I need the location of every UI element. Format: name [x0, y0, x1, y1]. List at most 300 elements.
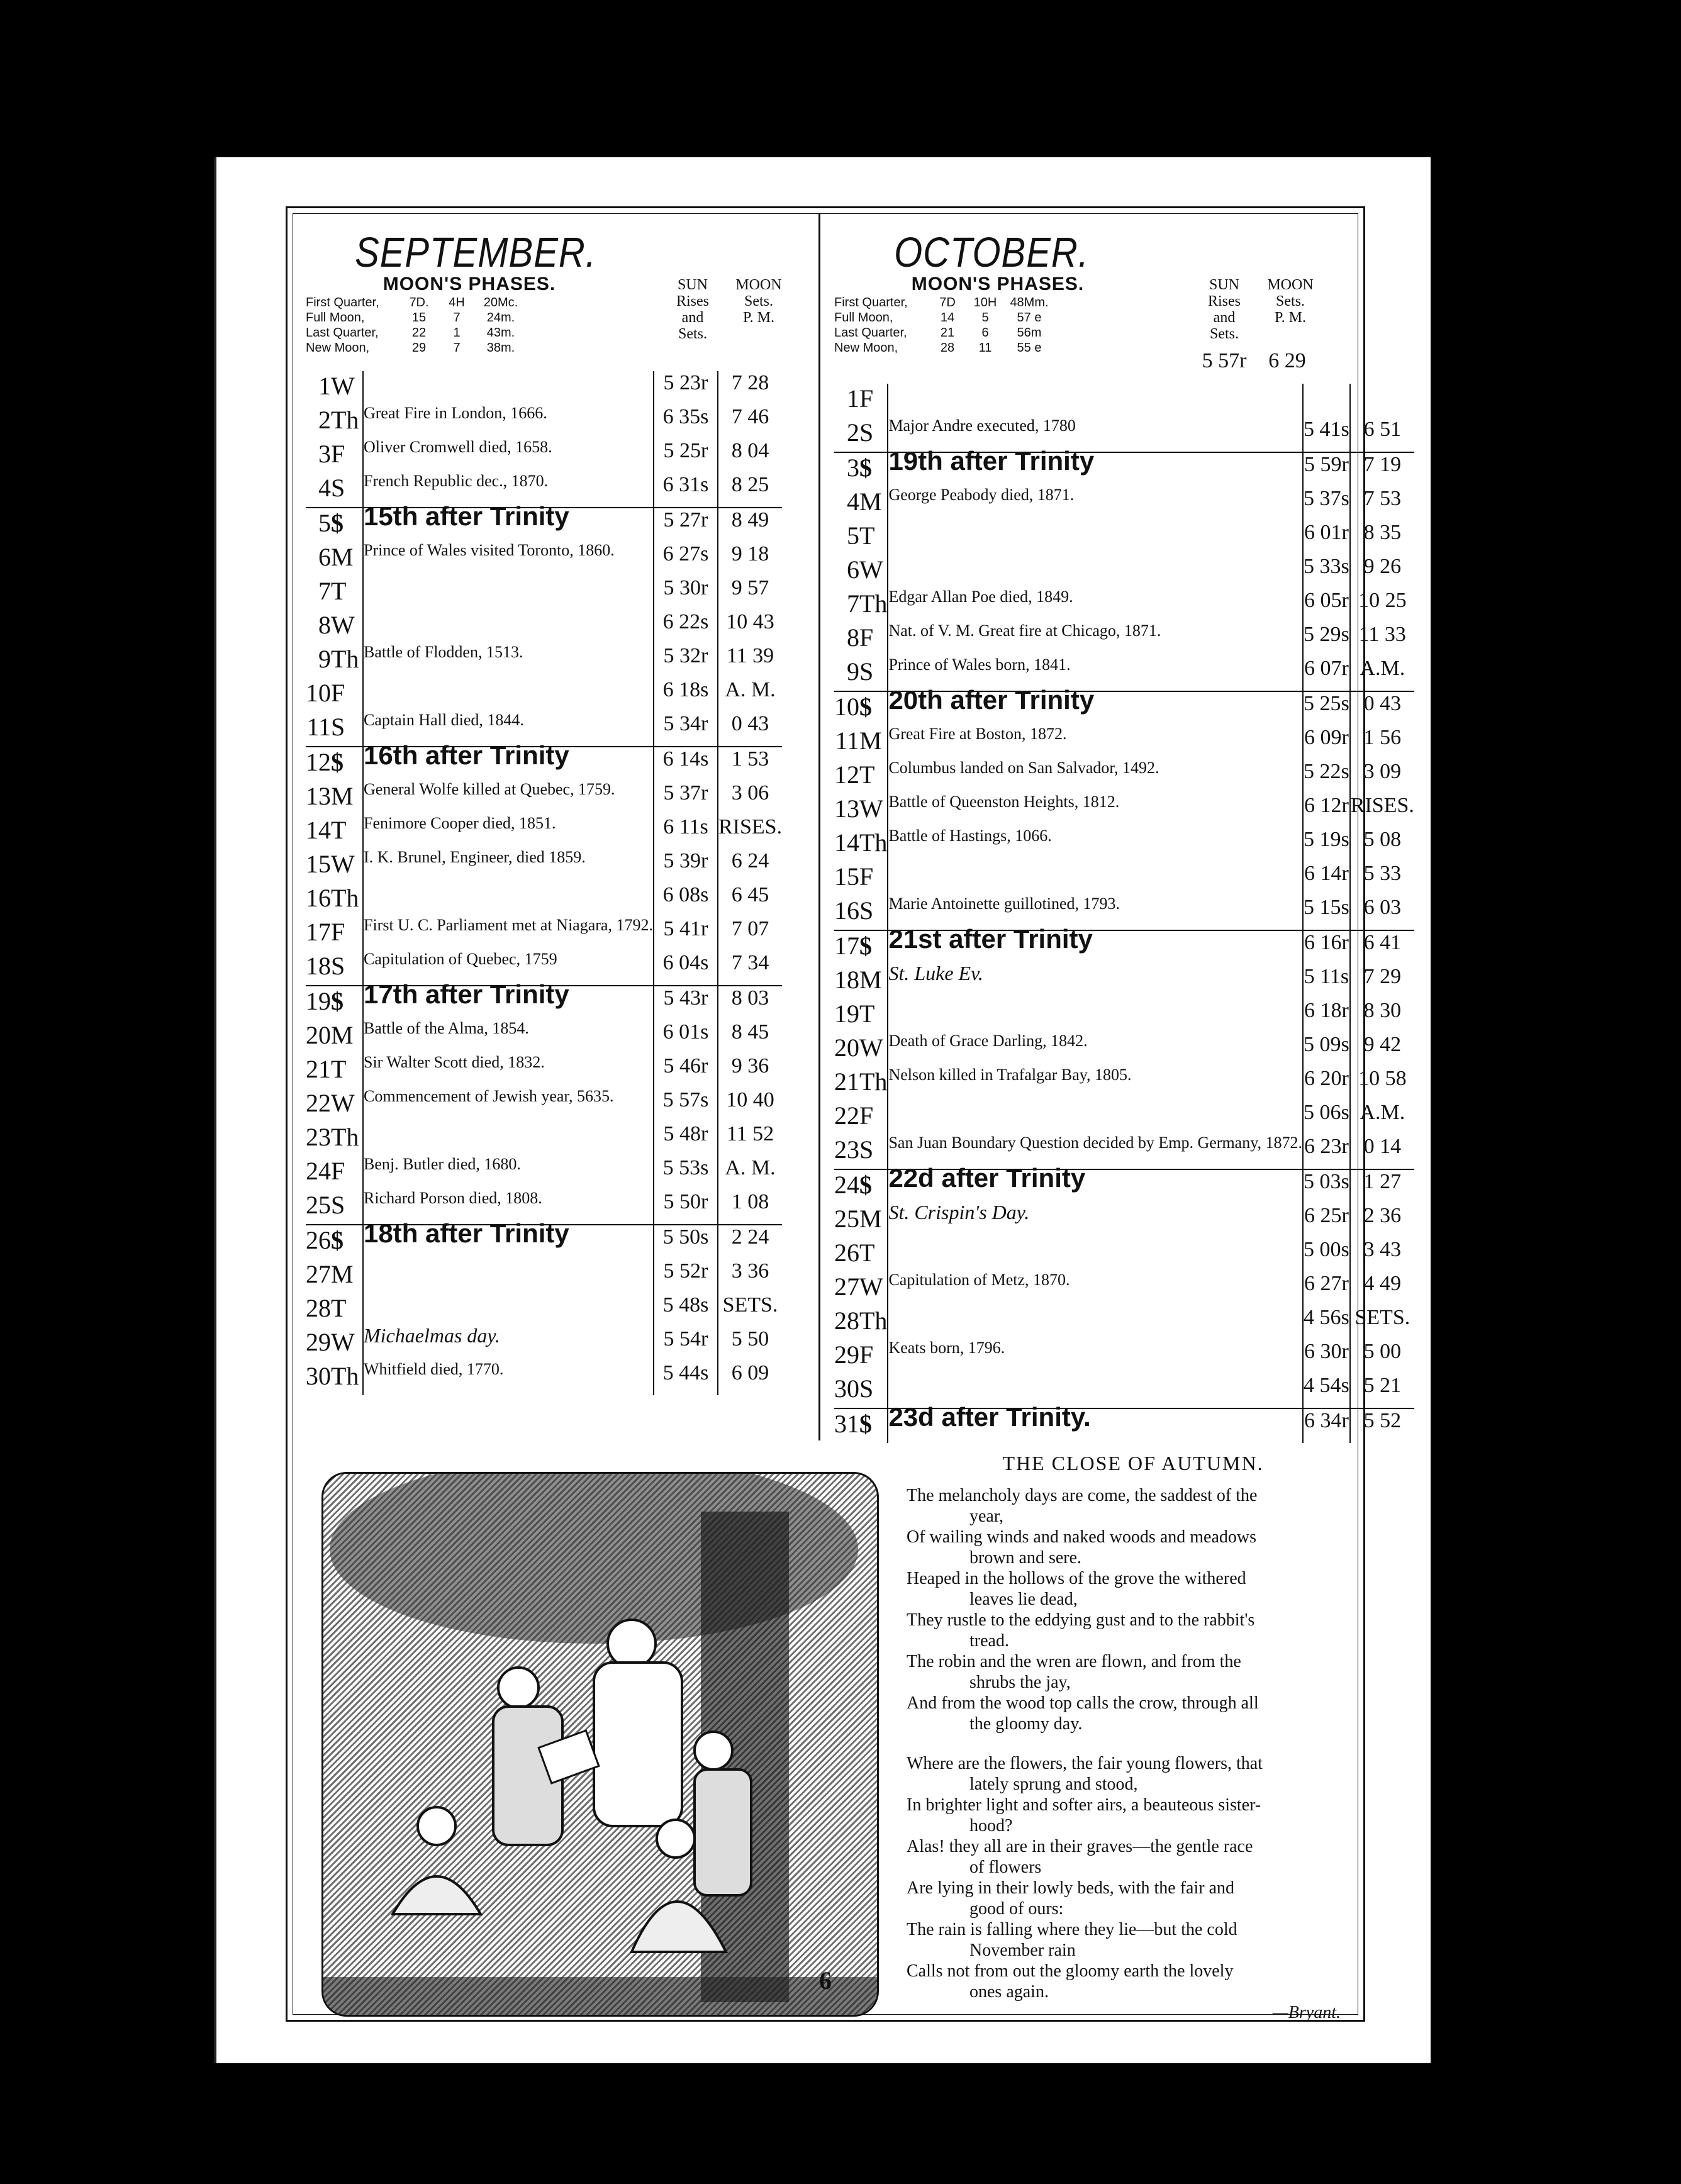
moon-time: A. M.: [718, 1156, 782, 1190]
september-calendar-table: [306, 371, 782, 1395]
moon-time: 5 50: [718, 1327, 782, 1361]
weekday: W: [331, 1089, 355, 1117]
event: Death of Grace Darling, 1842.: [888, 1033, 1303, 1067]
moon-phase-name: Full Moon,: [834, 311, 893, 325]
sun-head-line: and: [681, 309, 704, 326]
weekday: F: [331, 679, 345, 707]
sun-time: 5 57s: [654, 1088, 718, 1122]
day-number: 15: [834, 862, 859, 891]
october-title: OCTOBER.: [894, 229, 1089, 276]
moon-phase-m: 38m.: [486, 341, 515, 355]
sun-time: 5 19s: [1303, 828, 1350, 862]
calendar-row: [834, 1204, 1414, 1238]
weekday: $: [331, 1225, 363, 1259]
day-number: 20: [834, 1034, 859, 1062]
moon-phase-d: 7D: [939, 296, 956, 309]
day-number: 10: [306, 679, 331, 707]
calendar-row: [306, 542, 782, 576]
event: Battle of the Alma, 1854.: [363, 1020, 654, 1054]
poem-line: The rain is falling where they lie—but the cold: [907, 1920, 1237, 1939]
moon-head-line: Sets.: [1275, 293, 1305, 309]
moon-time: 10 43: [718, 610, 782, 644]
event: San Juan Boundary Question decided by Emp. Germany, 1872.: [888, 1135, 1303, 1169]
weekday: F: [331, 1157, 345, 1185]
sun-time: 5 30r: [654, 576, 718, 610]
moon-head-line: MOON: [1267, 277, 1314, 293]
moon-time: 7 46: [718, 405, 782, 439]
sun-time: 5 22s: [1303, 760, 1350, 794]
day-number: 4: [318, 474, 331, 502]
event: [363, 576, 654, 610]
sun-time: 6 25r: [1303, 1204, 1350, 1238]
october-column: [840, 231, 1344, 274]
sun-time: 5 41s: [1303, 418, 1350, 452]
poem-line: Of wailing winds and naked woods and meadows: [907, 1527, 1257, 1547]
event: [363, 678, 654, 712]
engraving-illustration: [321, 1472, 879, 2017]
sun-time: 6 12r: [1303, 794, 1350, 828]
sun-time: 6 27s: [654, 542, 718, 576]
calendar-row: [834, 1033, 1414, 1067]
october-pre-sun: 5 57r: [1202, 349, 1247, 372]
sun-time: 6 18s: [654, 678, 718, 712]
poem-line: brown and sere.: [969, 1548, 1082, 1568]
calendar-row: [834, 794, 1414, 828]
day-number: 3: [834, 452, 859, 487]
calendar-row: [834, 384, 1414, 418]
weekday: $: [859, 452, 888, 487]
event: [363, 371, 654, 405]
calendar-row: [306, 644, 782, 678]
moon-time: 8 30: [1350, 999, 1414, 1033]
day-number: 5: [306, 508, 331, 542]
event: [363, 1122, 654, 1156]
moon-phase-name: New Moon,: [834, 341, 898, 355]
sun-time: 6 27r: [1303, 1272, 1350, 1306]
sun-time: 6 04s: [654, 951, 718, 986]
day-number: 11: [306, 713, 331, 741]
sun-time: 5 25s: [1303, 691, 1350, 726]
calendar-row: [834, 862, 1414, 896]
sun-time: 5 39r: [654, 849, 718, 883]
weekday: S: [859, 1135, 874, 1164]
day-number: 22: [306, 1089, 331, 1117]
day-number: 6: [318, 543, 331, 571]
event: Battle of Flodden, 1513.: [363, 644, 654, 678]
day-number: 13: [306, 782, 331, 810]
moon-phase-row: [306, 340, 633, 355]
poem-line: tread.: [969, 1631, 1009, 1651]
event: Columbus landed on San Salvador, 1492.: [888, 760, 1303, 794]
sun-time: 5 44s: [654, 1361, 718, 1395]
october-pre-moon: 6 29: [1268, 349, 1306, 372]
sun-time: 5 03s: [1303, 1169, 1350, 1204]
weekday: $: [331, 986, 363, 1020]
poem-line: shrubs the jay,: [969, 1673, 1071, 1692]
weekday: S: [859, 657, 874, 686]
almanac-page: [214, 157, 1431, 2063]
moon-time: 9 57: [718, 576, 782, 610]
calendar-row: [306, 439, 782, 473]
weekday: F: [859, 384, 874, 413]
event: 20th after Trinity: [888, 691, 1303, 726]
moon-time: 9 18: [718, 542, 782, 576]
weekday: Th: [859, 1306, 888, 1335]
moon-head-line: P. M.: [742, 309, 775, 326]
september-phases-title: MOON'S PHASES.: [383, 274, 556, 294]
day-number: 24: [306, 1157, 331, 1185]
calendar-row: [306, 1361, 782, 1395]
moon-time: 6 09: [718, 1361, 782, 1395]
moon-phase-row: [834, 340, 1161, 355]
sun-time: 5 00s: [1303, 1238, 1350, 1272]
sun-time: 5 59r: [1303, 452, 1350, 487]
calendar-row: [834, 555, 1414, 589]
moon-time: 5 21: [1350, 1374, 1414, 1408]
calendar-row: [306, 1225, 782, 1259]
sun-time: 6 14r: [1303, 862, 1350, 896]
day-number: 2: [847, 418, 859, 447]
calendar-row: [306, 849, 782, 883]
weekday: T: [859, 1239, 875, 1267]
moon-phase-m: 20Mc.: [483, 296, 518, 309]
day-number: 3: [318, 440, 331, 468]
calendar-row: [834, 1067, 1414, 1101]
weekday: T: [331, 1055, 347, 1083]
calendar-row: [834, 1306, 1414, 1340]
moon-phase-row: [306, 325, 633, 340]
moon-time: 7 28: [718, 371, 782, 405]
calendar-row: [834, 828, 1414, 862]
weekday: F: [331, 918, 345, 946]
moon-time: 7 19: [1350, 452, 1414, 487]
day-number: 30: [306, 1362, 331, 1390]
weekday: T: [859, 521, 875, 550]
day-number: 19: [834, 1000, 859, 1028]
moon-phase-d: 29: [411, 341, 427, 355]
sun-time: 6 07r: [1303, 657, 1350, 691]
poem-line: good of ours:: [969, 1899, 1064, 1919]
moon-phase-name: New Moon,: [306, 341, 370, 355]
moon-time: 10 25: [1350, 589, 1414, 623]
event: [888, 999, 1303, 1033]
event: Benj. Butler died, 1680.: [363, 1156, 654, 1190]
calendar-row: [834, 1169, 1414, 1204]
october-phases-title: MOON'S PHASES.: [911, 274, 1085, 294]
moon-time: 10 40: [718, 1088, 782, 1122]
moon-time: RISES.: [718, 815, 782, 849]
weekday: M: [859, 1205, 882, 1233]
weekday: F: [331, 440, 345, 468]
moon-head-line: Sets.: [744, 293, 773, 309]
event: [888, 1101, 1303, 1135]
calendar-row: [306, 1020, 782, 1054]
moon-time: 1 08: [718, 1190, 782, 1225]
moon-phase-h: 1: [453, 326, 461, 340]
weekday: M: [859, 488, 882, 516]
weekday: S: [859, 418, 874, 447]
moon-time: 8 25: [718, 473, 782, 508]
calendar-row: [306, 883, 782, 917]
weekday: T: [331, 1294, 347, 1322]
moon-time: 11 52: [718, 1122, 782, 1156]
moon-head-line: MOON: [735, 277, 782, 293]
sun-time: 4 56s: [1303, 1306, 1350, 1340]
weekday: M: [859, 727, 882, 755]
moon-time: 11 39: [718, 644, 782, 678]
poem-line: They rustle to the eddying gust and to the rabbit's: [907, 1610, 1255, 1630]
moon-phase-d: 22: [411, 326, 427, 340]
calendar-row: [306, 1293, 782, 1327]
calendar-row: [306, 508, 782, 542]
day-number: 1: [318, 372, 331, 400]
sun-time: 6 09r: [1303, 726, 1350, 760]
event: First U. C. Parliament met at Niagara, 1792.: [363, 917, 654, 951]
event: Battle of Queenston Heights, 1812.: [888, 794, 1303, 828]
event: Nat. of V. M. Great fire at Chicago, 1871.: [888, 623, 1303, 657]
page-frame-inner: [293, 213, 1414, 2022]
sun-time: 5 50s: [654, 1225, 718, 1259]
moon-time: 9 42: [1350, 1033, 1414, 1067]
day-number: 21: [834, 1067, 859, 1096]
moon-head-line: P. M.: [1274, 309, 1307, 326]
day-number: 21: [306, 1055, 331, 1083]
day-number: 16: [306, 884, 331, 912]
sun-head-line: SUN: [1209, 277, 1239, 293]
sun-time: 6 18r: [1303, 999, 1350, 1033]
moon-time: 6 51: [1350, 418, 1414, 452]
september-moon-phases: [306, 274, 633, 355]
moon-time: 1 56: [1350, 726, 1414, 760]
calendar-row: [834, 691, 1414, 726]
moon-phase-h: 11: [978, 341, 992, 355]
page-frame: [286, 206, 1414, 2022]
poem-line: And from the wood top calls the crow, through all: [907, 1693, 1259, 1713]
weekday: W: [859, 1034, 883, 1062]
weekday: Th: [331, 1362, 359, 1390]
day-number: 23: [306, 1123, 331, 1151]
weekday: T: [859, 1000, 875, 1028]
moon-phase-name: Full Moon,: [306, 311, 365, 325]
calendar-row: [834, 999, 1414, 1033]
event: [363, 883, 654, 917]
calendar-row: [306, 917, 782, 951]
sun-time: 5 09s: [1303, 1033, 1350, 1067]
weekday: M: [331, 1260, 354, 1288]
day-number: 29: [834, 1340, 859, 1369]
september-sun-header: [661, 277, 724, 342]
event: Capitulation of Quebec, 1759: [363, 951, 654, 986]
day-number: 25: [834, 1205, 859, 1233]
moon-time: 7 29: [1350, 965, 1414, 999]
moon-time: SETS.: [1350, 1306, 1414, 1340]
event: [888, 555, 1303, 589]
event: I. K. Brunel, Engineer, died 1859.: [363, 849, 654, 883]
moon-time: SETS.: [718, 1293, 782, 1327]
day-number: 4: [847, 488, 859, 516]
weekday: Th: [859, 828, 888, 857]
weekday: $: [859, 1408, 888, 1443]
event: [888, 521, 1303, 555]
calendar-row: [306, 371, 782, 405]
calendar-row: [306, 815, 782, 849]
event: [363, 1293, 654, 1327]
sun-time: 5 46r: [654, 1054, 718, 1088]
sun-time: 6 08s: [654, 883, 718, 917]
sun-time: 6 14s: [654, 747, 718, 781]
weekday: Th: [331, 884, 359, 912]
weekday: S: [331, 952, 345, 980]
event: Great Fire in London, 1666.: [363, 405, 654, 439]
weekday: W: [331, 1328, 355, 1356]
event: Capitulation of Metz, 1870.: [888, 1272, 1303, 1306]
moon-phase-row: [306, 310, 633, 325]
sun-head-line: Rises: [676, 293, 709, 309]
sun-time: 5 37r: [654, 781, 718, 815]
weekday: T: [859, 760, 875, 789]
calendar-row: [834, 452, 1414, 487]
moon-time: 5 00: [1350, 1340, 1414, 1374]
event: Fenimore Cooper died, 1851.: [363, 815, 654, 849]
moon-time: 7 07: [718, 917, 782, 951]
event: Oliver Cromwell died, 1658.: [363, 439, 654, 473]
sun-time: 5 54r: [654, 1327, 718, 1361]
event: 21st after Trinity: [888, 930, 1303, 965]
calendar-row: [834, 965, 1414, 999]
poem-line: leaves lie dead,: [969, 1590, 1078, 1609]
sun-time: 6 22s: [654, 610, 718, 644]
day-number: 31: [834, 1408, 859, 1443]
september-title: SEPTEMBER.: [355, 229, 596, 276]
september-moon-header: [727, 277, 790, 326]
poem-line: Are lying in their lowly beds, with the fair and: [907, 1878, 1234, 1898]
moon-time: 8 45: [718, 1020, 782, 1054]
calendar-row: [306, 986, 782, 1020]
calendar-row: [306, 576, 782, 610]
day-number: 18: [306, 952, 331, 980]
moon-time: 7 34: [718, 951, 782, 986]
moon-time: 3 36: [718, 1259, 782, 1293]
day-number: 12: [834, 760, 859, 789]
day-number: 27: [306, 1260, 331, 1288]
sun-head-line: Rises: [1207, 293, 1241, 309]
calendar-row: [834, 589, 1414, 623]
poem-line: ones again.: [969, 1982, 1049, 2002]
moon-time: 7 53: [1350, 487, 1414, 521]
moon-phase-m: 48Mm.: [1010, 296, 1049, 309]
moon-time: 8 04: [718, 439, 782, 473]
sun-time: 5 48r: [654, 1122, 718, 1156]
moon-time: 8 03: [718, 986, 782, 1020]
weekday: W: [331, 850, 355, 878]
event: 23d after Trinity.: [888, 1408, 1303, 1443]
day-number: 30: [834, 1374, 859, 1403]
weekday: F: [859, 1340, 874, 1369]
calendar-row: [306, 1327, 782, 1361]
poem-line: Where are the flowers, the fair young flowers, that: [907, 1754, 1263, 1773]
poem-line: of flowers: [969, 1858, 1042, 1877]
calendar-row: [834, 1340, 1414, 1374]
sun-time: 6 20r: [1303, 1067, 1350, 1101]
moon-phase-d: 7D.: [409, 296, 429, 309]
day-number: 14: [306, 816, 331, 844]
october-calendar-table: [834, 384, 1414, 1443]
day-number: 23: [834, 1135, 859, 1164]
day-number: 24: [834, 1169, 859, 1204]
event: [363, 610, 654, 644]
poem-line: November rain: [969, 1941, 1076, 1960]
sun-time: 5 11s: [1303, 965, 1350, 999]
event: [888, 384, 1303, 418]
event: Sir Walter Scott died, 1832.: [363, 1054, 654, 1088]
event: 17th after Trinity: [363, 986, 654, 1020]
event: Keats born, 1796.: [888, 1340, 1303, 1374]
moon-phase-d: 28: [940, 341, 955, 355]
event: Prince of Wales born, 1841.: [888, 657, 1303, 691]
event: St. Crispin's Day.: [888, 1204, 1303, 1238]
moon-phase-m: 43m.: [486, 326, 515, 340]
day-number: 19: [306, 986, 331, 1020]
moon-time: 3 09: [1350, 760, 1414, 794]
day-number: 25: [306, 1191, 331, 1219]
sun-time: 6 01r: [1303, 521, 1350, 555]
sun-time: 5 29s: [1303, 623, 1350, 657]
sun-time: 6 30r: [1303, 1340, 1350, 1374]
weekday: M: [859, 966, 882, 994]
calendar-row: [306, 1088, 782, 1122]
moon-time: 4 49: [1350, 1272, 1414, 1306]
moon-time: 8 49: [718, 508, 782, 542]
calendar-row: [834, 930, 1414, 965]
moon-time: 9 26: [1350, 555, 1414, 589]
moon-phase-h: 4H: [449, 296, 465, 309]
event: Commencement of Jewish year, 5635.: [363, 1088, 654, 1122]
moon-phase-h: 10H: [973, 296, 997, 309]
day-number: 6: [847, 555, 859, 584]
moon-time: 6 03: [1350, 896, 1414, 930]
weekday: M: [331, 543, 354, 571]
weekday: W: [859, 1273, 883, 1301]
weekday: T: [331, 577, 347, 605]
calendar-row: [834, 521, 1414, 555]
moon-time: 11 33: [1350, 623, 1414, 657]
moon-time: 1 53: [718, 747, 782, 781]
weekday: $: [331, 747, 363, 781]
october-moon-header: [1259, 277, 1322, 326]
day-number: 29: [306, 1328, 331, 1356]
weekday: Th: [859, 1067, 888, 1096]
day-number: 5: [847, 521, 859, 550]
event: [888, 1306, 1303, 1340]
day-number: 20: [306, 1021, 331, 1049]
event: 15th after Trinity: [363, 508, 654, 542]
day-number: 8: [318, 611, 331, 639]
event: Battle of Hastings, 1066.: [888, 828, 1303, 862]
poem: [907, 1453, 1360, 2023]
moon-phase-name: First Quarter,: [834, 296, 908, 309]
poem-body: [907, 1485, 1360, 2002]
moon-phase-m: 56m: [1017, 326, 1042, 340]
calendar-row: [306, 1156, 782, 1190]
calendar-row: [834, 1101, 1414, 1135]
weekday: F: [859, 862, 874, 891]
event: 19th after Trinity: [888, 452, 1303, 487]
sun-time: [1303, 384, 1350, 418]
moon-phase-d: 21: [940, 326, 955, 340]
weekday: $: [859, 930, 888, 965]
sun-time: 6 01s: [654, 1020, 718, 1054]
calendar-row: [834, 1272, 1414, 1306]
